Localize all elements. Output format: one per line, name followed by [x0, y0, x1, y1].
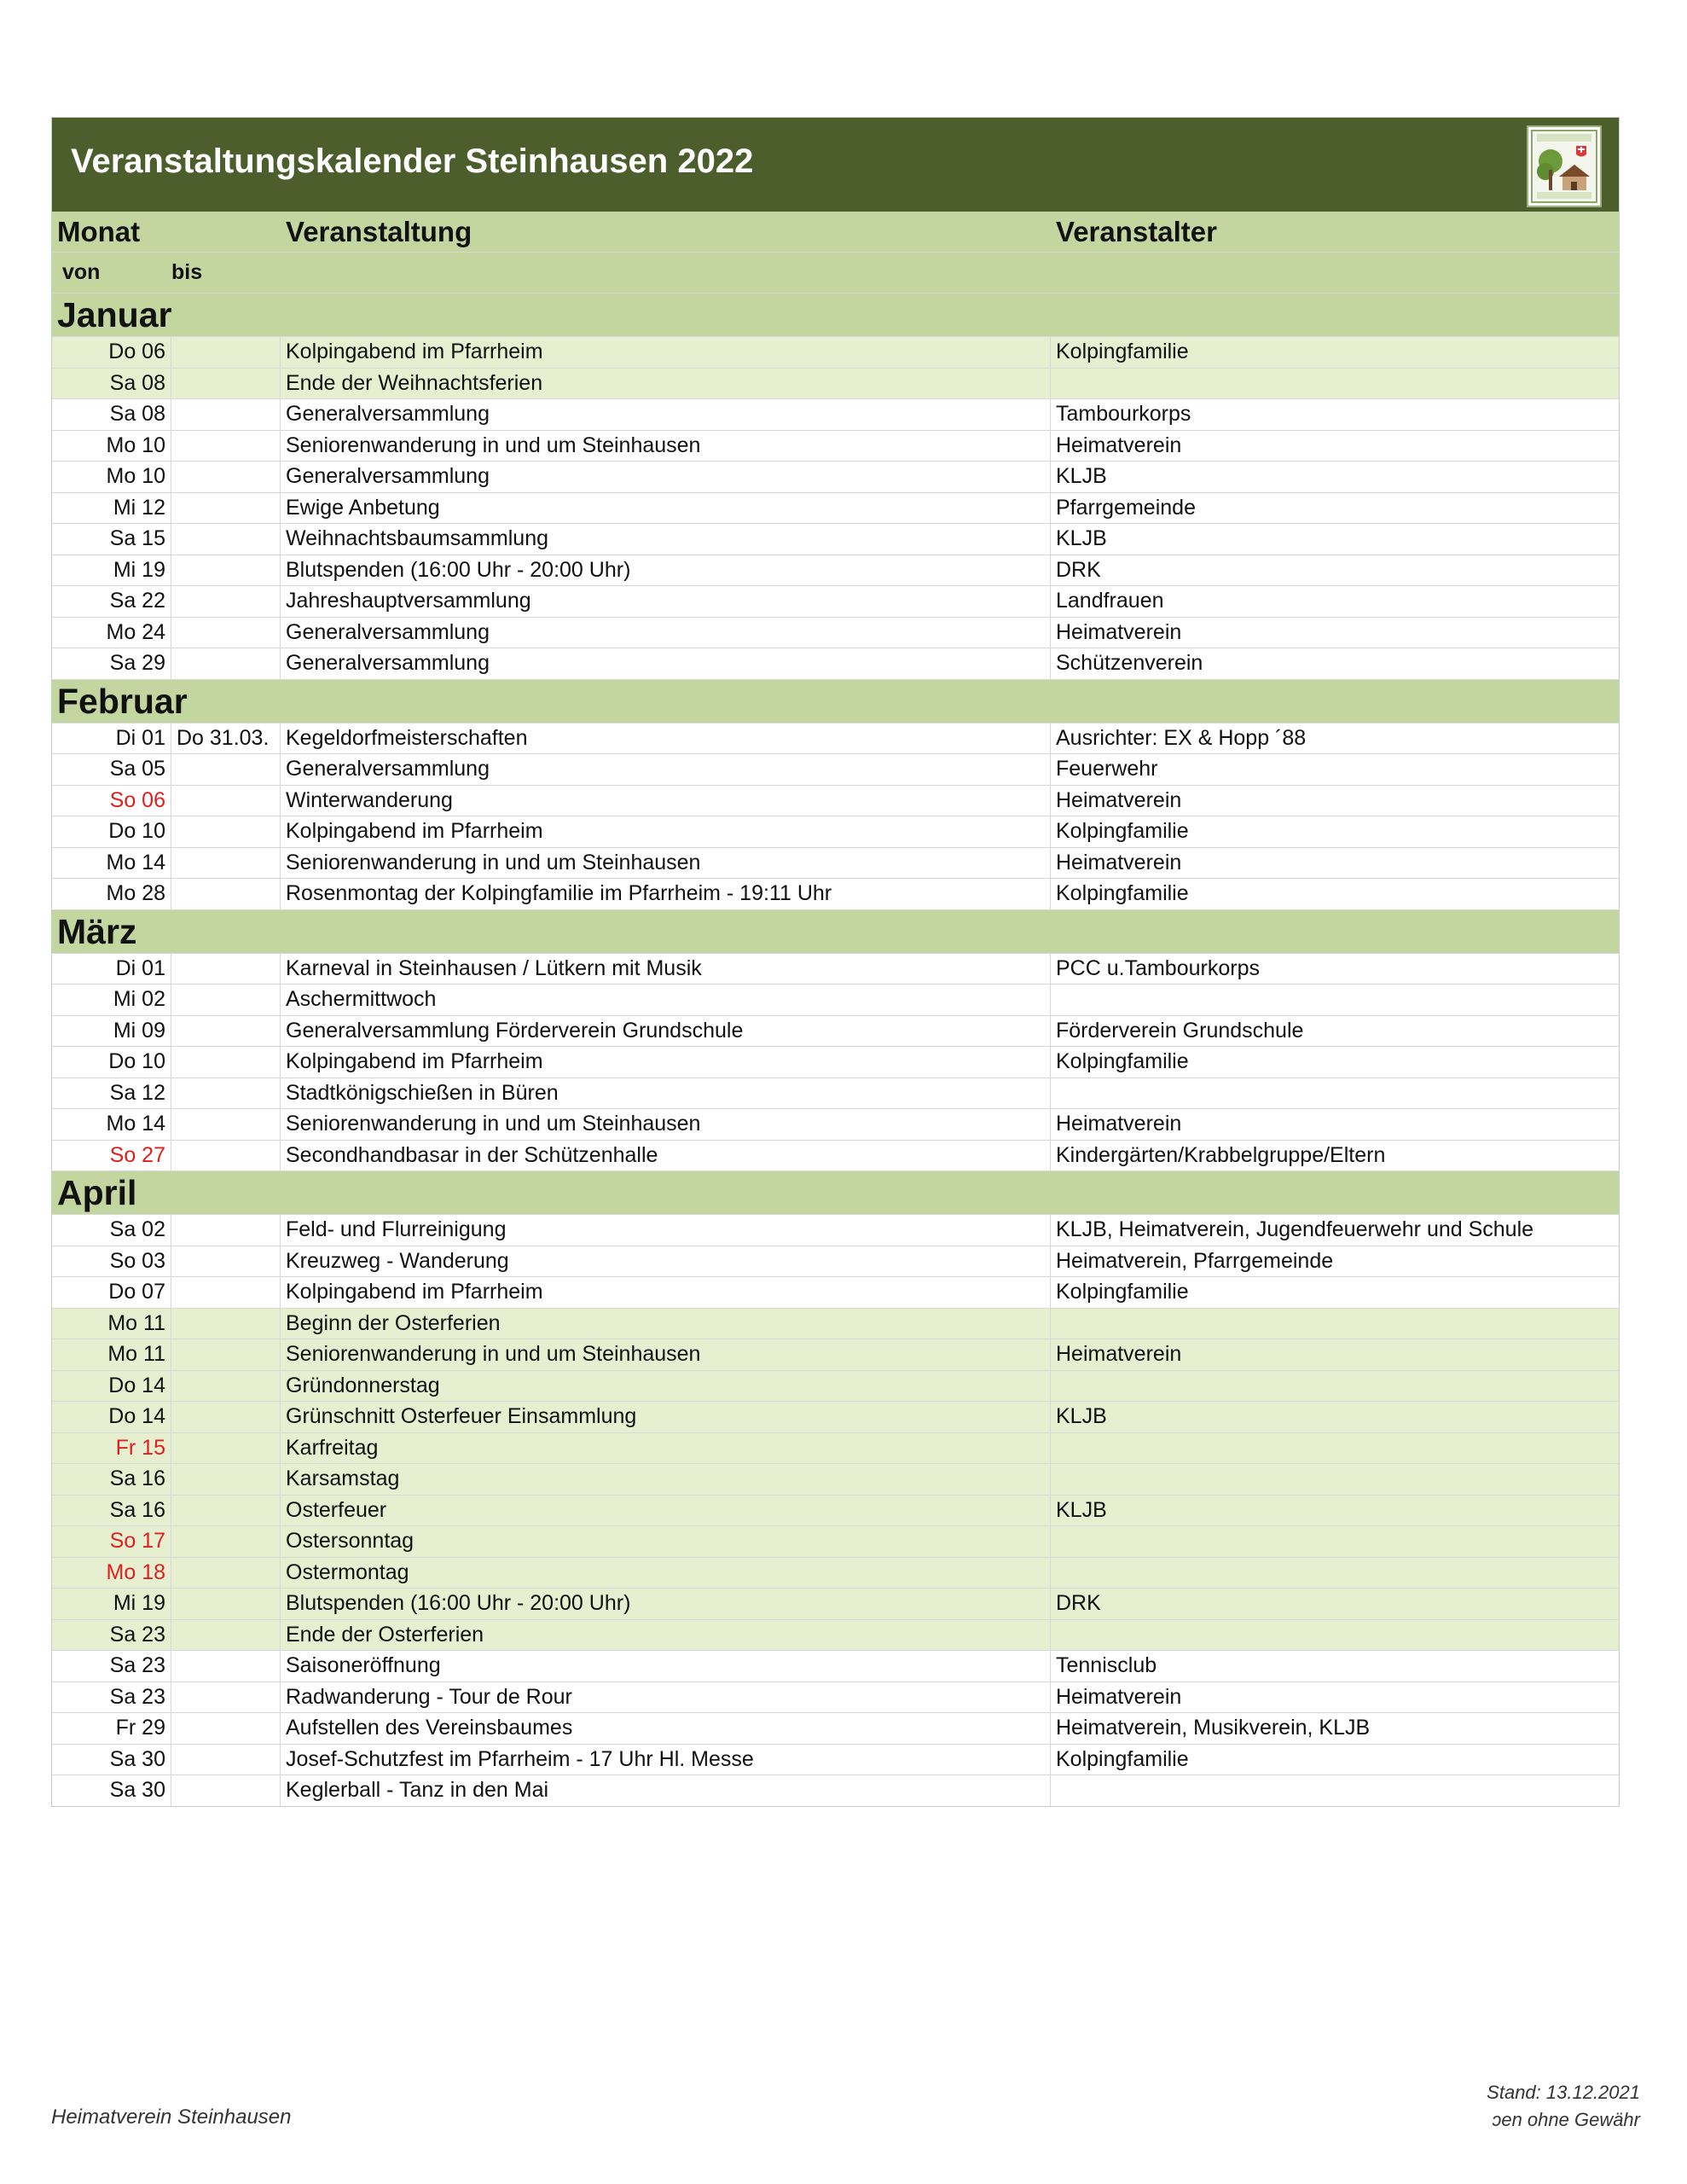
event-date-to	[171, 493, 281, 524]
event-organizer	[1051, 1558, 1619, 1589]
footer-organisation: Heimatverein Steinhausen	[51, 2106, 292, 2129]
event-row	[52, 753, 1619, 785]
event-title: Kolpingabend im Pfarrheim	[281, 816, 1051, 847]
event-title: Seniorenwanderung in und um Steinhausen	[281, 1109, 1051, 1140]
event-row	[52, 1495, 1619, 1526]
event-title: Generalversammlung	[281, 618, 1051, 648]
event-title: Kegeldorfmeisterschaften	[281, 723, 1051, 754]
event-organizer: Pfarrgemeinde	[1056, 495, 1196, 520]
event-date-to	[171, 1589, 281, 1619]
event-date-to	[171, 648, 281, 679]
event-row	[52, 1682, 1619, 1713]
event-date-to	[171, 848, 281, 879]
title-bar	[52, 118, 1619, 212]
event-date-from: Sa 16	[52, 1496, 171, 1526]
event-date-to	[171, 786, 281, 816]
event-date-to	[171, 369, 281, 399]
header-von: von	[62, 260, 101, 284]
event-date-to	[171, 1339, 281, 1370]
event-date-to	[171, 1558, 281, 1589]
event-date-from: Do 10	[52, 816, 171, 847]
event-date-from: So 03	[52, 1246, 171, 1277]
event-date-to	[171, 462, 281, 492]
event-title: Saisoneröffnung	[281, 1651, 1051, 1682]
event-organizer: Heimatverein	[1056, 850, 1182, 874]
event-date-to	[171, 1078, 281, 1109]
event-date-from: Sa 23	[52, 1620, 171, 1651]
event-title: Generalversammlung Förderverein Grundschule	[281, 1016, 1051, 1047]
event-title: Seniorenwanderung in und um Steinhausen	[281, 431, 1051, 462]
event-date-to	[171, 337, 281, 368]
event-row	[52, 723, 1619, 754]
event-title: Keglerball - Tanz in den Mai	[281, 1775, 1051, 1806]
event-date-from: Mo 11	[52, 1309, 171, 1339]
event-row	[52, 816, 1619, 847]
month-header-3: April	[52, 1170, 1619, 1214]
event-date-from: Sa 22	[52, 586, 171, 617]
event-row	[52, 1077, 1619, 1109]
event-date-to	[171, 586, 281, 617]
event-title: Blutspenden (16:00 Uhr - 20:00 Uhr)	[281, 1589, 1051, 1619]
event-date-from: Mi 19	[52, 1589, 171, 1619]
event-title: Generalversammlung	[281, 399, 1051, 430]
event-row	[52, 1246, 1619, 1277]
event-title: Rosenmontag der Kolpingfamilie im Pfarrheim - 19:11 Uhr	[281, 879, 1051, 909]
event-organizer	[1051, 1433, 1619, 1464]
event-date-from: Do 14	[52, 1371, 171, 1402]
event-date-from: Di 01	[52, 723, 171, 754]
event-row	[52, 492, 1619, 524]
event-row	[52, 953, 1619, 985]
event-title: Aschermittwoch	[281, 985, 1051, 1015]
event-row	[52, 1525, 1619, 1557]
event-title: Ostersonntag	[281, 1526, 1051, 1557]
heimatverein-logo-icon	[1527, 125, 1602, 207]
column-header-row	[52, 212, 1619, 252]
event-title: Kolpingabend im Pfarrheim	[281, 337, 1051, 368]
event-date-to	[171, 1651, 281, 1682]
event-title: Winterwanderung	[281, 786, 1051, 816]
event-date-from: Do 14	[52, 1402, 171, 1432]
event-title: Generalversammlung	[281, 754, 1051, 785]
event-title: Generalversammlung	[281, 648, 1051, 679]
event-date-to	[171, 1620, 281, 1651]
event-date-from: Sa 08	[52, 369, 171, 399]
event-organizer	[1051, 1371, 1619, 1402]
event-title: Osterfeuer	[281, 1496, 1051, 1526]
event-date-from: Mo 10	[52, 462, 171, 492]
event-date-from: Sa 23	[52, 1651, 171, 1682]
event-date-to	[171, 1371, 281, 1402]
event-row	[52, 461, 1619, 492]
event-organizer: Landfrauen	[1056, 589, 1164, 613]
event-date-from: Fr 29	[52, 1713, 171, 1744]
subheader-spacer	[281, 253, 1051, 293]
event-title: Seniorenwanderung in und um Steinhausen	[281, 1339, 1051, 1370]
event-title: Generalversammlung	[281, 462, 1051, 492]
event-date-from: Sa 23	[52, 1682, 171, 1713]
event-row	[52, 1463, 1619, 1495]
event-date-from: Mo 14	[52, 1109, 171, 1140]
event-date-to	[171, 618, 281, 648]
event-organizer: KLJB, Heimatverein, Jugendfeuerwehr und Schule	[1056, 1217, 1534, 1241]
footer-stand: Stand: 13.12.2021	[1487, 2082, 1640, 2103]
event-title: Beginn der Osterferien	[281, 1309, 1051, 1339]
event-row	[52, 430, 1619, 462]
event-row	[52, 555, 1619, 586]
event-organizer: Heimatverein	[1056, 433, 1182, 457]
event-date-from: So 27	[52, 1141, 171, 1171]
event-date-from: Sa 05	[52, 754, 171, 785]
event-row	[52, 1370, 1619, 1402]
event-date-from: Di 01	[52, 954, 171, 985]
event-date-from: Fr 15	[52, 1433, 171, 1464]
event-organizer: Kolpingfamilie	[1056, 1746, 1189, 1771]
header-monat: Monat	[57, 216, 141, 247]
event-organizer	[1051, 1775, 1619, 1806]
event-date-from: Mi 09	[52, 1016, 171, 1047]
event-organizer	[1051, 1526, 1619, 1557]
event-date-to	[171, 399, 281, 430]
event-title: Ende der Osterferien	[281, 1620, 1051, 1651]
event-row	[52, 1712, 1619, 1744]
event-date-from: Sa 02	[52, 1215, 171, 1246]
event-organizer: Kolpingfamilie	[1056, 340, 1189, 363]
event-organizer: DRK	[1056, 557, 1101, 582]
event-row	[52, 1619, 1619, 1651]
event-organizer	[1051, 1078, 1619, 1109]
event-row	[52, 648, 1619, 679]
event-title: Stadtkönigschießen in Büren	[281, 1078, 1051, 1109]
event-date-to	[171, 1402, 281, 1432]
event-date-from: Mi 12	[52, 493, 171, 524]
event-organizer: KLJB	[1056, 1497, 1107, 1522]
event-organizer: Kolpingfamilie	[1056, 819, 1189, 843]
event-date-to	[171, 1464, 281, 1495]
event-row	[52, 336, 1619, 368]
event-date-to	[171, 524, 281, 555]
event-row	[52, 1015, 1619, 1047]
event-date-to	[171, 1016, 281, 1047]
event-organizer: Heimatverein	[1056, 1112, 1182, 1136]
event-row	[52, 1140, 1619, 1171]
event-row	[52, 1308, 1619, 1339]
subheader-spacer	[1051, 253, 1619, 293]
event-date-from: Do 06	[52, 337, 171, 368]
calendar-sheet	[51, 117, 1620, 1807]
event-organizer	[1051, 1620, 1619, 1651]
event-date-from: Mo 10	[52, 431, 171, 462]
event-date-to	[171, 1682, 281, 1713]
event-date-from: So 17	[52, 1526, 171, 1557]
subheader-row	[52, 252, 1619, 293]
event-row	[52, 878, 1619, 909]
event-row	[52, 1588, 1619, 1619]
event-date-from: Sa 30	[52, 1775, 171, 1806]
event-date-from: Mi 02	[52, 985, 171, 1015]
month-header-1: Februar	[52, 679, 1619, 723]
event-date-to	[171, 954, 281, 985]
event-organizer: Tennisclub	[1056, 1653, 1157, 1677]
event-row	[52, 1214, 1619, 1246]
event-organizer	[1051, 1309, 1619, 1339]
header-bis: bis	[171, 260, 203, 284]
event-row	[52, 785, 1619, 816]
event-date-to	[171, 1277, 281, 1308]
event-organizer: PCC u.Tambourkorps	[1056, 956, 1260, 980]
event-organizer	[1051, 369, 1619, 399]
event-organizer: Kindergärten/Krabbelgruppe/Eltern	[1056, 1142, 1386, 1167]
event-organizer: KLJB	[1056, 1404, 1107, 1428]
event-date-to	[171, 1109, 281, 1140]
event-title: Josef-Schutzfest im Pfarrheim - 17 Uhr Hl. Messe	[281, 1745, 1051, 1775]
header-veranstaltung: Veranstaltung	[286, 216, 472, 247]
event-date-to	[171, 879, 281, 909]
event-organizer: DRK	[1056, 1591, 1101, 1615]
page-title: Veranstaltungskalender Steinhausen 2022	[71, 142, 754, 180]
event-date-from: Do 10	[52, 1047, 171, 1077]
event-organizer: Heimatverein, Musikverein, KLJB	[1056, 1716, 1371, 1740]
event-organizer: Tambourkorps	[1056, 402, 1191, 426]
event-title: Karneval in Steinhausen / Lütkern mit Musik	[281, 954, 1051, 985]
event-organizer: Heimatverein	[1056, 1342, 1182, 1366]
event-date-to	[171, 985, 281, 1015]
event-date-to	[171, 1141, 281, 1171]
event-title: Weihnachtsbaumsammlung	[281, 524, 1051, 555]
event-date-from: Sa 15	[52, 524, 171, 555]
event-title: Kolpingabend im Pfarrheim	[281, 1047, 1051, 1077]
event-row	[52, 523, 1619, 555]
event-date-from: Do 07	[52, 1277, 171, 1308]
event-organizer: KLJB	[1056, 526, 1107, 550]
event-organizer: Heimatverein	[1056, 787, 1182, 812]
event-organizer: Heimatverein	[1056, 619, 1182, 644]
event-row	[52, 1339, 1619, 1370]
event-date-from: Sa 16	[52, 1464, 171, 1495]
event-date-to	[171, 1433, 281, 1464]
event-organizer	[1051, 985, 1619, 1015]
event-organizer: Förderverein Grundschule	[1056, 1018, 1304, 1043]
event-row	[52, 847, 1619, 879]
event-organizer: Kolpingfamilie	[1056, 1280, 1189, 1304]
event-date-to	[171, 1215, 281, 1246]
event-row	[52, 1046, 1619, 1077]
event-date-to	[171, 816, 281, 847]
event-date-to	[171, 1526, 281, 1557]
event-date-from: Mo 28	[52, 879, 171, 909]
event-row	[52, 1432, 1619, 1464]
event-date-from: Sa 12	[52, 1078, 171, 1109]
event-date-to	[171, 1047, 281, 1077]
event-row	[52, 1744, 1619, 1775]
event-title: Radwanderung - Tour de Rour	[281, 1682, 1051, 1713]
event-organizer: Schützenverein	[1056, 651, 1203, 675]
event-row	[52, 585, 1619, 617]
event-row	[52, 1557, 1619, 1589]
event-row	[52, 984, 1619, 1015]
event-date-to	[171, 1309, 281, 1339]
event-date-from: So 06	[52, 786, 171, 816]
event-date-to	[171, 1713, 281, 1744]
event-date-from: Sa 29	[52, 648, 171, 679]
event-date-from: Mo 11	[52, 1339, 171, 1370]
event-date-from: Sa 08	[52, 399, 171, 430]
event-date-to	[171, 1246, 281, 1277]
event-title: Gründonnerstag	[281, 1371, 1051, 1402]
event-date-to	[171, 1775, 281, 1806]
event-row	[52, 617, 1619, 648]
event-organizer: KLJB	[1056, 464, 1107, 488]
event-date-from: Mo 24	[52, 618, 171, 648]
header-veranstalter: Veranstalter	[1056, 216, 1217, 247]
event-row	[52, 398, 1619, 430]
event-date-to: Do 31.03.	[171, 723, 281, 754]
event-organizer: Heimatverein	[1056, 1684, 1182, 1709]
event-title: Grünschnitt Osterfeuer Einsammlung	[281, 1402, 1051, 1432]
event-title: Aufstellen des Vereinsbaumes	[281, 1713, 1051, 1744]
event-date-from: Mi 19	[52, 555, 171, 586]
event-title: Kreuzweg - Wanderung	[281, 1246, 1051, 1277]
event-title: Karfreitag	[281, 1433, 1051, 1464]
event-organizer: Kolpingfamilie	[1056, 1049, 1189, 1073]
event-organizer: Heimatverein, Pfarrgemeinde	[1056, 1248, 1334, 1273]
event-date-to	[171, 431, 281, 462]
event-date-to	[171, 1745, 281, 1775]
event-organizer	[1051, 1464, 1619, 1495]
event-date-to	[171, 1496, 281, 1526]
event-date-from: Mo 18	[52, 1558, 171, 1589]
event-title: Karsamstag	[281, 1464, 1051, 1495]
event-title: Jahreshauptversammlung	[281, 586, 1051, 617]
month-header-2: März	[52, 909, 1619, 953]
event-title: Secondhandbasar in der Schützenhalle	[281, 1141, 1051, 1171]
event-title: Ende der Weihnachtsferien	[281, 369, 1051, 399]
event-row	[52, 1774, 1619, 1806]
event-date-from: Mo 14	[52, 848, 171, 879]
event-title: Kolpingabend im Pfarrheim	[281, 1277, 1051, 1308]
calendar-table-body	[52, 293, 1619, 1806]
footer-disclaimer: ɔen ohne Gewähr	[1492, 2109, 1640, 2130]
event-row	[52, 1401, 1619, 1432]
event-row	[52, 1276, 1619, 1308]
event-row	[52, 1108, 1619, 1140]
event-organizer: Kolpingfamilie	[1056, 881, 1189, 905]
event-organizer: Feuerwehr	[1056, 757, 1158, 781]
event-title: Ostermontag	[281, 1558, 1051, 1589]
event-organizer: Ausrichter: EX & Hopp ´88	[1056, 725, 1307, 750]
event-title: Seniorenwanderung in und um Steinhausen	[281, 848, 1051, 879]
event-title: Ewige Anbetung	[281, 493, 1051, 524]
event-row	[52, 1650, 1619, 1682]
event-title: Blutspenden (16:00 Uhr - 20:00 Uhr)	[281, 555, 1051, 586]
event-title: Feld- und Flurreinigung	[281, 1215, 1051, 1246]
event-date-from: Sa 30	[52, 1745, 171, 1775]
event-row	[52, 368, 1619, 399]
event-date-to	[171, 555, 281, 586]
month-header-0: Januar	[52, 293, 1619, 336]
event-date-to	[171, 754, 281, 785]
